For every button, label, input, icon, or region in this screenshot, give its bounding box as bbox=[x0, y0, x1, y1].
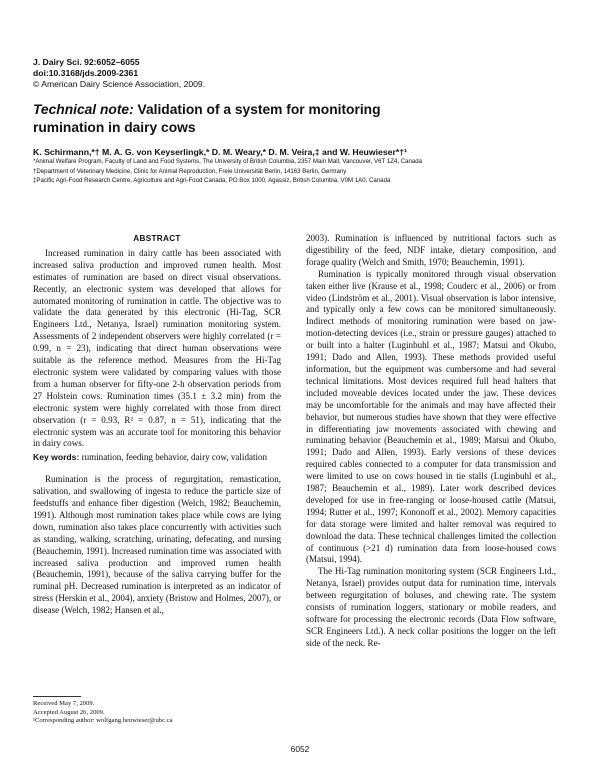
body-paragraph-2: Rumination is typically monitored through visual observation taken either live (Krause et al., 1998; Couderc et al., 2006) or from video (Lindström et al., 2001). Visual observation is labor intensive, and typically only a few cows can be monitored simultaneously. Indirect methods of monitoring rumination were based on jaw-motion-detecting devices (i.e., strain or pressure gauges) attached to or built into a halter (Luginbuhl et al., 1987; Matsui and Okubo, 1991; Dado and Allen, 1993). These methods provided useful information, but the equipment was cumbersome and had several technical limitations. Most devices required full head halters that included moveable devices located under the jaw. These devices may be uncomfortable for the animals and may have affected their behavior, but numerous studies have shown that they were effective in differentiating jaw movements associated with chewing and ruminating behavior (Beauchemin et al., 1989; Matsui and Okubo, 1991; Dado and Allen, 1993). Early versions of these devices required cables connected to a computer for data transmission and were limited to use on cows housed in tie stalls (Luginbuhl et al., 1987; Beauchemin et al., 1989). Later work described devices developed for use in free-ranging or loose-housed cattle (Matsui, 1994; Rutter et al., 1997; Kononoff et al., 2002). Memory capacities for data storage were limited and halter removal was required to download the data. These technical challenges limited the collection of continuous (>21 d) rumination data from loose-housed cows (Matsui, 1994). bbox=[306, 268, 556, 565]
footnote-rule bbox=[33, 696, 81, 697]
left-column bbox=[33, 233, 281, 617]
keywords-label: Key words: bbox=[33, 452, 80, 463]
title-label: Technical note: bbox=[33, 102, 134, 117]
right-column bbox=[306, 233, 556, 650]
affiliations bbox=[33, 157, 578, 186]
keywords bbox=[33, 452, 281, 464]
footnotes bbox=[33, 700, 283, 726]
body-paragraph-continued: 2003). Rumination is influenced by nutritional factors such as digestibility of the feed, NDF intake, dietary composition, and forage quality (Welch and Smith, 1970; Beauchemin, 1991). bbox=[306, 233, 556, 267]
corresponding-author: ¹Corresponding author: wolfgang.heuwieser@ubc.ca bbox=[33, 717, 173, 725]
journal-doi: doi:10.3168/jds.2009-2361 bbox=[33, 68, 139, 78]
keywords-list: rumination, feeding behavior, dairy cow, validation bbox=[79, 452, 268, 463]
intro-paragraph-1: Rumination is the process of regurgitation, remastication, salivation, and swallowing of ingesta to reduce the particle size of feedstuffs and enhance fiber digestion (Welch, 1982; Beauchemin, 1991). Although most rumination takes place while cows are lying down, rumination also takes place concurrently with activities such as standing, walking, scratching, urinating, defecating, and nursing (Beauchemin, 1991). Increased rumination time was associated with increased saliva production and improved rumen health (Beauchemin, 1991), because of the saliva carrying buffer for the ruminal pH. Decreased rumination is interpreted as an indicator of stress (Herskin et al., 2004), anxiety (Bristow and Holmes, 2007), or disease (Welch, 1982; Hansen et al., bbox=[33, 474, 281, 616]
author-list: K. Schirmann,*† M. A. G. von Keyserlingk,* D. M. Weary,* D. M. Veira,‡ and W. Heuwieser*†¹ bbox=[33, 147, 407, 157]
abstract-heading: ABSTRACT bbox=[133, 234, 181, 243]
affiliation-2: †Department of Veterinary Medicine, Clinic for Animal Reproduction, Freie Universität Berlin, 14163 Berlin, Germany bbox=[33, 167, 347, 175]
body-paragraph-3: The Hi-Tag rumination monitoring system (SCR Engineers Ltd., Netanya, Israel) provides output data for rumination time, intervals between regurgitation of boluses, and chewing rate. The system consists of rumination loggers, stationary or mobile readers, and software for processing the electronic records (Data Flow software, SCR Engineers Ltd.). A neck collar positions the logger on the left side of the neck. Re- bbox=[306, 566, 556, 648]
journal-citation: J. Dairy Sci. 92:6052–6055 bbox=[33, 57, 140, 67]
journal-header bbox=[33, 57, 433, 90]
paper-title bbox=[33, 101, 553, 137]
affiliation-1: *Animal Welfare Program, Faculty of Land and Food Systems, The University of British Columbia, 2357 Main Mall, Vancouver, V6T 1Z4, Canada bbox=[33, 158, 423, 165]
affiliation-3: ‡Pacific Agri-Food Research Centre, Agriculture and Agri-Food Canada, PO Box 1000, Agassiz, British Columbia, V0M 1A0, Canada bbox=[33, 177, 391, 184]
abstract-text: Increased rumination in dairy cattle has been associated with increased saliva production and improved rumen health. Most estimates of rumination are based on direct visual observations. Recently, an electronic system was developed that allows for automated monitoring of rumination in cattle. The objective was to validate the data generated by this electronic (Hi-Tag, SCR Engineers Ltd., Netanya, Israel) rumination monitoring system. Assessments of 2 independent observers were highly correlated (r = 0.99, n = 23), indicating that direct human observations were suitable as the reference method. Measures from the Hi-Tag electronic system were validated by comparing values with those from a human observer for fifty-one 2-h observation periods from 27 Holstein cows. Rumination times (35.1 ± 3.2 min) from the electronic system were highly correlated with those from direct observation (r = 0.93, R² = 0.87, n = 51), indicating that the electronic system was an accurate tool for monitoring this behavior in dairy cows. bbox=[33, 247, 281, 449]
page-number: 6052 bbox=[290, 744, 310, 754]
title-line1: Validation of a system for monitoring bbox=[133, 102, 381, 117]
journal-copyright: © American Dairy Science Association, 2009. bbox=[33, 79, 206, 89]
title-line2: rumination in dairy cows bbox=[33, 120, 196, 135]
accepted-date: Accepted August 26, 2009. bbox=[33, 708, 105, 716]
received-date: Received May 7, 2009. bbox=[33, 700, 95, 707]
